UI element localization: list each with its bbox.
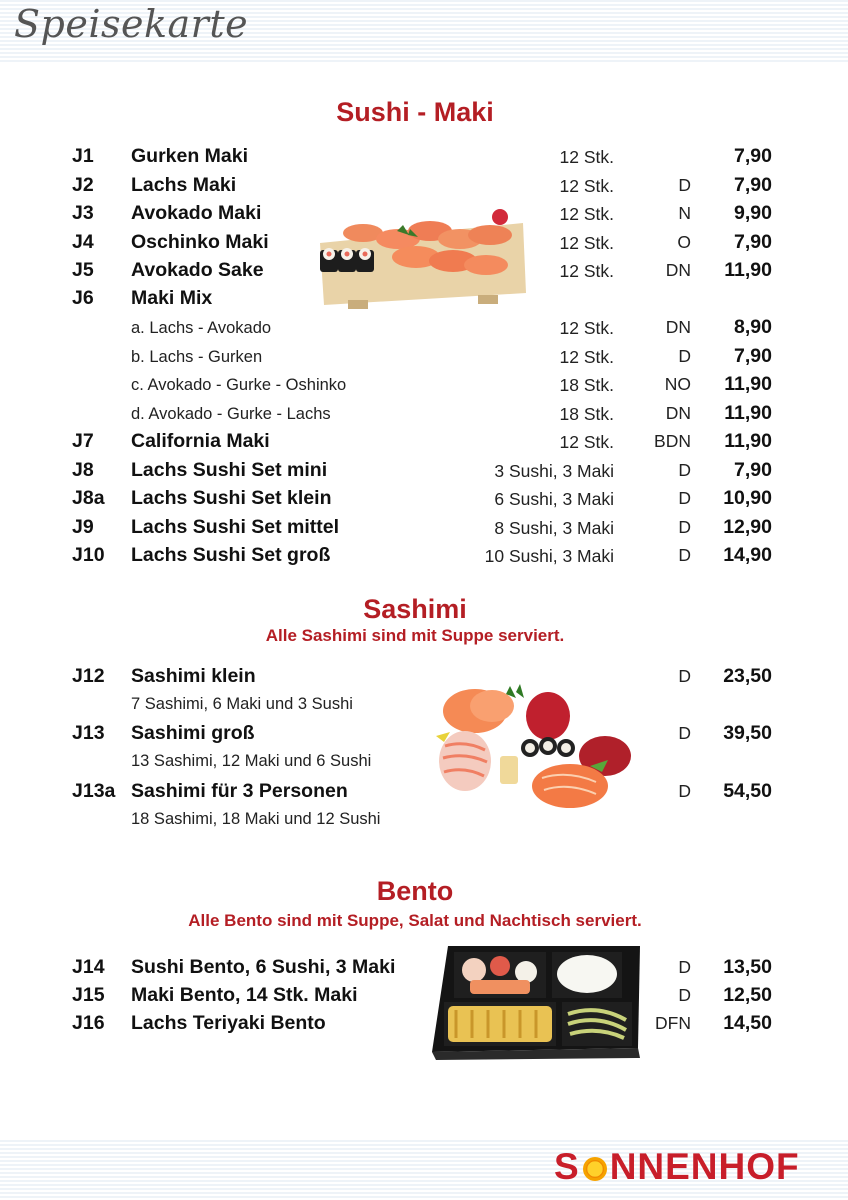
menu-subitem <box>0 373 848 399</box>
menu-item <box>0 174 848 200</box>
menu-item <box>0 487 848 513</box>
allergen-code: D <box>678 985 691 1005</box>
section-title-maki: Sushi - Maki <box>336 97 494 127</box>
menu-item <box>0 430 848 456</box>
item-name: Sashimi klein <box>131 665 256 687</box>
section-title-sashimi: Sashimi <box>363 594 467 624</box>
item-code: J16 <box>72 1012 105 1034</box>
item-price: 7,90 <box>734 145 772 167</box>
menu-item <box>0 544 848 570</box>
allergen-code: DFN <box>655 1013 691 1033</box>
allergen-code: D <box>678 957 691 977</box>
item-quantity: 10 Sushi, 3 Maki <box>484 546 614 566</box>
allergen-code: D <box>678 175 691 195</box>
item-code: J6 <box>72 287 94 309</box>
item-name: Sashimi groß <box>131 722 255 744</box>
item-code: J15 <box>72 984 105 1006</box>
item-code: J8a <box>72 487 105 509</box>
item-name: Gurken Maki <box>131 145 249 167</box>
item-code: J3 <box>72 202 94 224</box>
item-price: 14,90 <box>723 544 772 566</box>
item-quantity: 6 Sushi, 3 Maki <box>494 489 614 509</box>
item-code: J8 <box>72 459 94 481</box>
item-quantity: 18 Stk. <box>559 375 614 395</box>
menu-subitem <box>0 402 848 428</box>
item-price: 11,90 <box>724 430 772 452</box>
allergen-code: DN <box>665 403 691 423</box>
section-subtitle-bento: Alle Bento sind mit Suppe, Salat und Nachtisch serviert. <box>188 911 642 930</box>
item-description: 13 Sashimi, 12 Maki und 6 Sushi <box>131 752 372 770</box>
item-price: 9,90 <box>734 202 772 224</box>
item-code: J12 <box>72 665 105 687</box>
logo-text-start: S <box>554 1146 580 1187</box>
item-name: Sashimi für 3 Personen <box>131 780 348 802</box>
logo-text-end: NNENHOF <box>609 1146 800 1187</box>
item-description: 18 Sashimi, 18 Maki und 12 Sushi <box>131 810 381 828</box>
item-name: Sushi Bento, 6 Sushi, 3 Maki <box>131 956 396 978</box>
item-code: J9 <box>72 516 94 538</box>
item-code: J5 <box>72 259 94 281</box>
menu-item <box>0 665 848 691</box>
item-code: J1 <box>72 145 94 167</box>
menu-item <box>0 1012 848 1038</box>
item-price: 7,90 <box>734 174 772 196</box>
item-code: J2 <box>72 174 94 196</box>
item-name: a. Lachs - Avokado <box>131 319 272 337</box>
menu-item <box>0 231 848 257</box>
item-price: 54,50 <box>723 780 772 802</box>
item-description: 7 Sashimi, 6 Maki und 3 Sushi <box>131 695 353 713</box>
menu-item <box>0 259 848 285</box>
item-name: b. Lachs - Gurken <box>131 348 263 366</box>
allergen-code: D <box>678 545 691 565</box>
item-code: J13a <box>72 780 116 802</box>
item-code: J13 <box>72 722 105 744</box>
item-name: Lachs Sushi Set klein <box>131 487 332 509</box>
item-quantity: 3 Sushi, 3 Maki <box>494 461 614 481</box>
item-quantity: 12 Stk. <box>559 233 614 253</box>
section-title-bento: Bento <box>376 876 454 906</box>
menu-item <box>0 145 848 171</box>
item-name: Oschinko Maki <box>131 231 269 253</box>
item-name: Lachs Sushi Set groß <box>131 544 331 566</box>
item-quantity: 8 Sushi, 3 Maki <box>494 518 614 538</box>
menu-subitem <box>0 345 848 371</box>
item-name: Maki Bento, 14 Stk. Maki <box>131 984 358 1006</box>
item-quantity: 12 Stk. <box>559 432 614 452</box>
allergen-code: D <box>678 723 691 743</box>
item-code: J4 <box>72 231 94 253</box>
item-quantity: 12 Stk. <box>559 318 614 338</box>
item-price: 7,90 <box>734 345 772 367</box>
item-price: 13,50 <box>723 956 772 978</box>
item-code: J10 <box>72 544 105 566</box>
item-name: Avokado Maki <box>131 202 262 224</box>
item-price: 7,90 <box>734 231 772 253</box>
section-subtitle-sashimi: Alle Sashimi sind mit Suppe serviert. <box>265 626 565 645</box>
item-quantity: 18 Stk. <box>559 404 614 424</box>
item-price: 12,90 <box>723 516 772 538</box>
allergen-code: D <box>678 666 691 686</box>
item-price: 14,50 <box>723 1012 772 1034</box>
item-quantity: 12 Stk. <box>559 261 614 281</box>
item-price: 39,50 <box>723 722 772 744</box>
item-price: 23,50 <box>723 665 772 687</box>
allergen-code: D <box>678 781 691 801</box>
menu-item <box>0 722 848 748</box>
allergen-code: NO <box>664 374 691 394</box>
allergen-code: BDN <box>654 431 691 451</box>
menu-subitem <box>0 316 848 342</box>
menu-item <box>0 956 848 982</box>
allergen-code: O <box>677 232 691 252</box>
sonnenhof-logo <box>554 1146 800 1188</box>
item-price: 12,50 <box>723 984 772 1006</box>
item-quantity: 12 Stk. <box>559 347 614 367</box>
item-price: 7,90 <box>734 459 772 481</box>
item-name: d. Avokado - Gurke - Lachs <box>131 405 331 423</box>
item-quantity: 12 Stk. <box>559 204 614 224</box>
item-name: Avokado Sake <box>131 259 264 281</box>
item-quantity: 12 Stk. <box>559 176 614 196</box>
item-code: J14 <box>72 956 105 978</box>
allergen-code: D <box>678 488 691 508</box>
item-price: 11,90 <box>724 259 772 281</box>
menu-item <box>0 202 848 228</box>
menu-item <box>0 780 848 806</box>
item-price: 8,90 <box>734 316 772 338</box>
menu-item <box>0 984 848 1010</box>
allergen-code: D <box>678 460 691 480</box>
item-name: c. Avokado - Gurke - Oshinko <box>131 376 347 394</box>
menu-item <box>0 287 848 313</box>
item-price: 11,90 <box>724 373 772 395</box>
sun-icon <box>583 1157 607 1181</box>
page-title: Speisekarte <box>14 2 249 46</box>
item-code: J7 <box>72 430 94 452</box>
allergen-code: D <box>678 346 691 366</box>
menu-item <box>0 459 848 485</box>
item-price: 10,90 <box>723 487 772 509</box>
item-name: California Maki <box>131 430 270 452</box>
menu-item <box>0 516 848 542</box>
allergen-code: D <box>678 517 691 537</box>
item-name: Lachs Sushi Set mini <box>131 459 328 481</box>
item-name: Maki Mix <box>131 287 213 309</box>
allergen-code: DN <box>665 317 691 337</box>
allergen-code: DN <box>665 260 691 280</box>
item-name: Lachs Maki <box>131 174 237 196</box>
item-name: Lachs Teriyaki Bento <box>131 1012 326 1034</box>
allergen-code: N <box>678 203 691 223</box>
item-quantity: 12 Stk. <box>559 147 614 167</box>
item-name: Lachs Sushi Set mittel <box>131 516 340 538</box>
item-price: 11,90 <box>724 402 772 424</box>
